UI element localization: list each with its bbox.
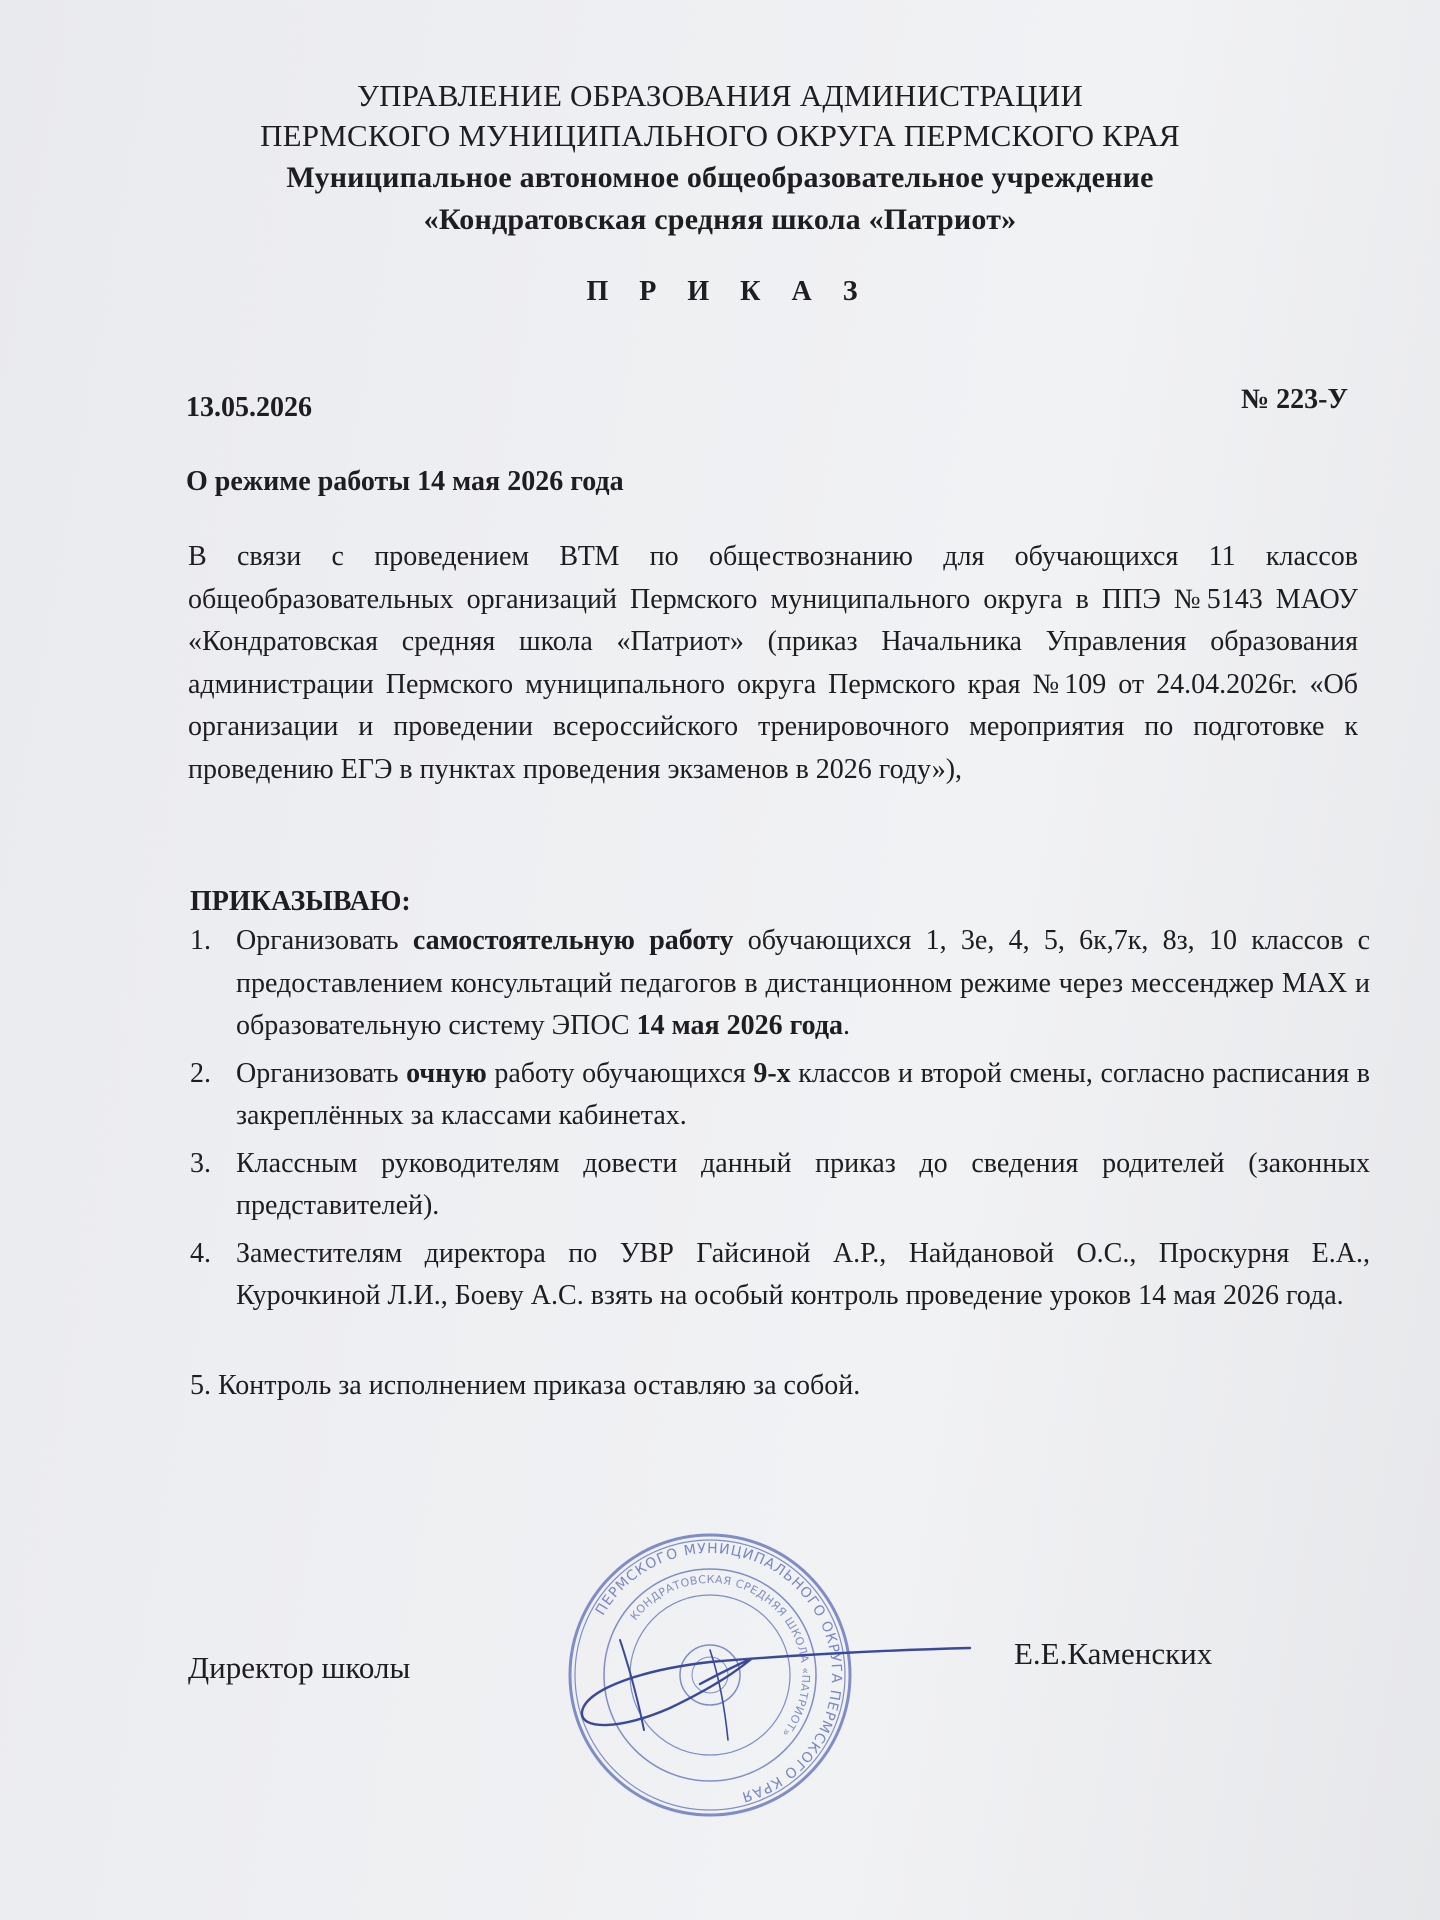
school-name: «Кондратовская средняя школа «Патриот» (423, 203, 1017, 236)
signatory-title: Директор школы (188, 1650, 411, 1685)
handwritten-signature (560, 1580, 980, 1760)
order-item-2: 2. Организовать очную работу обучающихся 9-х классов и второй смены, согласно расписания в закреплённых за классами кабинетах. (190, 1057, 1371, 1131)
order-item-3: 3. Классным руководителям довести данный приказ до сведения родителей (законных представителей). (190, 1147, 1370, 1221)
stamp-inner-text: КОНДРАТОВСКАЯ СРЕДНЯЯ ШКОЛА «ПАТРИОТ» (627, 1572, 813, 1740)
document-type: П Р И К А З (586, 276, 870, 307)
order-date: 13.05.2026 (186, 392, 312, 423)
order-subject: О режиме работы 14 мая 2026 года (186, 466, 624, 497)
order-items (190, 920, 1370, 1323)
order-item-4: 4. Заместителям директора по УВР Гайсиной А.Р., Найдановой О.С., Проскурня Е.А., Курочкиной Л.И., Боеву А.С. взять на особый контроль проведение уроков 14 мая 2026 года. (190, 1237, 1370, 1311)
header-line-2: ПЕРМСКОГО МУНИЦИПАЛЬНОГО ОКРУГА ПЕРМСКОГО КРАЯ (260, 118, 1180, 153)
signatory-name: Е.Е.Каменских (1014, 1636, 1213, 1671)
preamble-paragraph: В связи с проведением ВТМ по обществознанию для обучающихся 11 классов общеобразовательных организаций Пермского муниципального округа в ППЭ №5143 МАОУ «Кондратовская средняя школа «Патриот» (приказ Начальника Управления образования администрации Пермского муниципального округа Пермского края №109 от 24.04.2026г. «Об организации и проведении всероссийского тренировочного мероприятия по подготовке к проведению ЕГЭ в пунктах проведения экзаменов в 2026 году»), (188, 541, 1358, 785)
order-number: № 223-У (1240, 384, 1348, 415)
order-item-5: 5. Контроль за исполнением приказа оставляю за собой. (190, 1370, 861, 1401)
order-item-1: 1. Организовать самостоятельную работу обучающихся 1, 3е, 4, 5, 6к,7к, 8з, 10 классов с предоставлением консультаций педагогов в дистанционном режиме через мессенджер МАХ и образовательную систему ЭПОС 14 мая 2026 года. (190, 925, 1370, 1041)
order-label: ПРИКАЗЫВАЮ: (190, 886, 411, 917)
school-type: Муниципальное автономное общеобразовательное учреждение (286, 161, 1154, 194)
header-line-1: УПРАВЛЕНИЕ ОБРАЗОВАНИЯ АДМИНИСТРАЦИИ (356, 78, 1084, 113)
stamp-outer-text: ПЕРМСКОГО МУНИЦИПАЛЬНОГО ОКРУГА ПЕРМСКОГО КРАЯ (592, 1540, 845, 1805)
